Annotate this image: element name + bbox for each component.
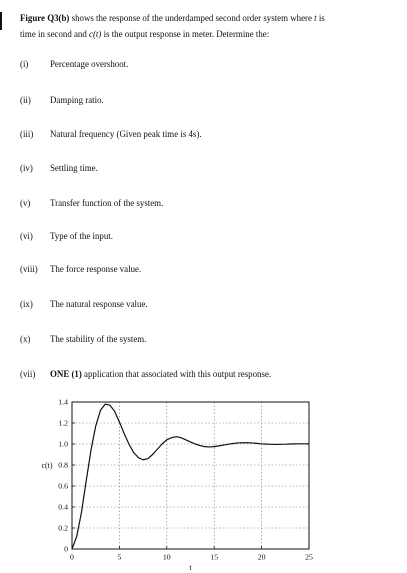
question-number: (vi) [20,231,33,241]
question-number: (iii) [20,129,34,139]
question-item [20,197,390,209]
x-axis-ticks [70,546,313,562]
question-intro [20,10,390,42]
question-item [20,263,390,275]
series-line [72,404,309,549]
question-number: (iv) [20,163,33,173]
question-number: (ix) [20,299,33,309]
question-text: Type of the input. [50,231,113,241]
x-tick-label: 0 [70,552,74,562]
question-text [50,368,271,380]
x-tick-label: 10 [162,552,171,562]
question-text: Settling time. [50,163,98,173]
x-tick-label: 25 [305,552,313,562]
question-text: Damping ratio. [50,95,104,105]
question-item [20,128,390,140]
question-item [20,298,390,310]
output-variable: c(t) [89,29,102,39]
y-tick-label: 0.2 [58,523,68,533]
y-tick-label: 0.4 [58,502,68,512]
x-tick-label: 5 [117,552,122,562]
question-text: Percentage overshoot. [50,59,129,69]
question-text: The natural response value. [50,299,148,309]
y-tick-label: 0 [64,544,68,554]
question-text: The force response value. [50,264,142,274]
x-tick-label: 20 [257,552,266,562]
question-number: (vii) [20,369,36,379]
intro-line-1-middle: shows the response of the underdamped second order system where [69,13,315,23]
question-text: The stability of the system. [50,334,147,344]
intro-line-2-suffix: is the output response in meter. Determine the: [101,29,270,39]
question-item [20,58,390,70]
response-chart [0,385,407,573]
question-item [20,162,390,174]
question-text: Transfer function of the system. [50,198,164,208]
question-item [20,94,390,106]
question-bold-text: ONE (1) [50,369,82,379]
question-number: (viii) [20,264,38,274]
y-axis-label: c(t) [41,461,53,470]
y-tick-label: 1.0 [58,439,68,449]
question-rest-text: application that associated with this output response. [81,369,272,379]
question-number: (i) [20,59,29,69]
x-axis-label: t [189,563,192,572]
question-number: (x) [20,334,31,344]
intro-line-1 [20,10,390,26]
left-margin-mark [0,12,2,30]
time-variable: t [314,13,317,23]
intro-line-2-prefix: time in second and [20,29,90,39]
chart-grid [72,402,309,549]
y-tick-label: 0.8 [58,460,68,470]
figure-reference: Figure Q3(b) [20,13,70,23]
question-item [20,230,390,242]
x-tick-label: 15 [210,552,219,562]
y-tick-label: 1.4 [58,397,68,407]
plot-frame [72,402,309,549]
question-item [20,368,390,380]
question-number: (ii) [20,95,31,105]
y-tick-label: 0.6 [58,481,68,491]
intro-line-2 [20,26,390,42]
question-number: (v) [20,198,31,208]
question-text: Natural frequency (Given peak time is 4s). [50,129,202,139]
intro-line-1-suffix: is [316,13,325,23]
y-tick-label: 1.2 [58,418,68,428]
question-item [20,333,390,345]
